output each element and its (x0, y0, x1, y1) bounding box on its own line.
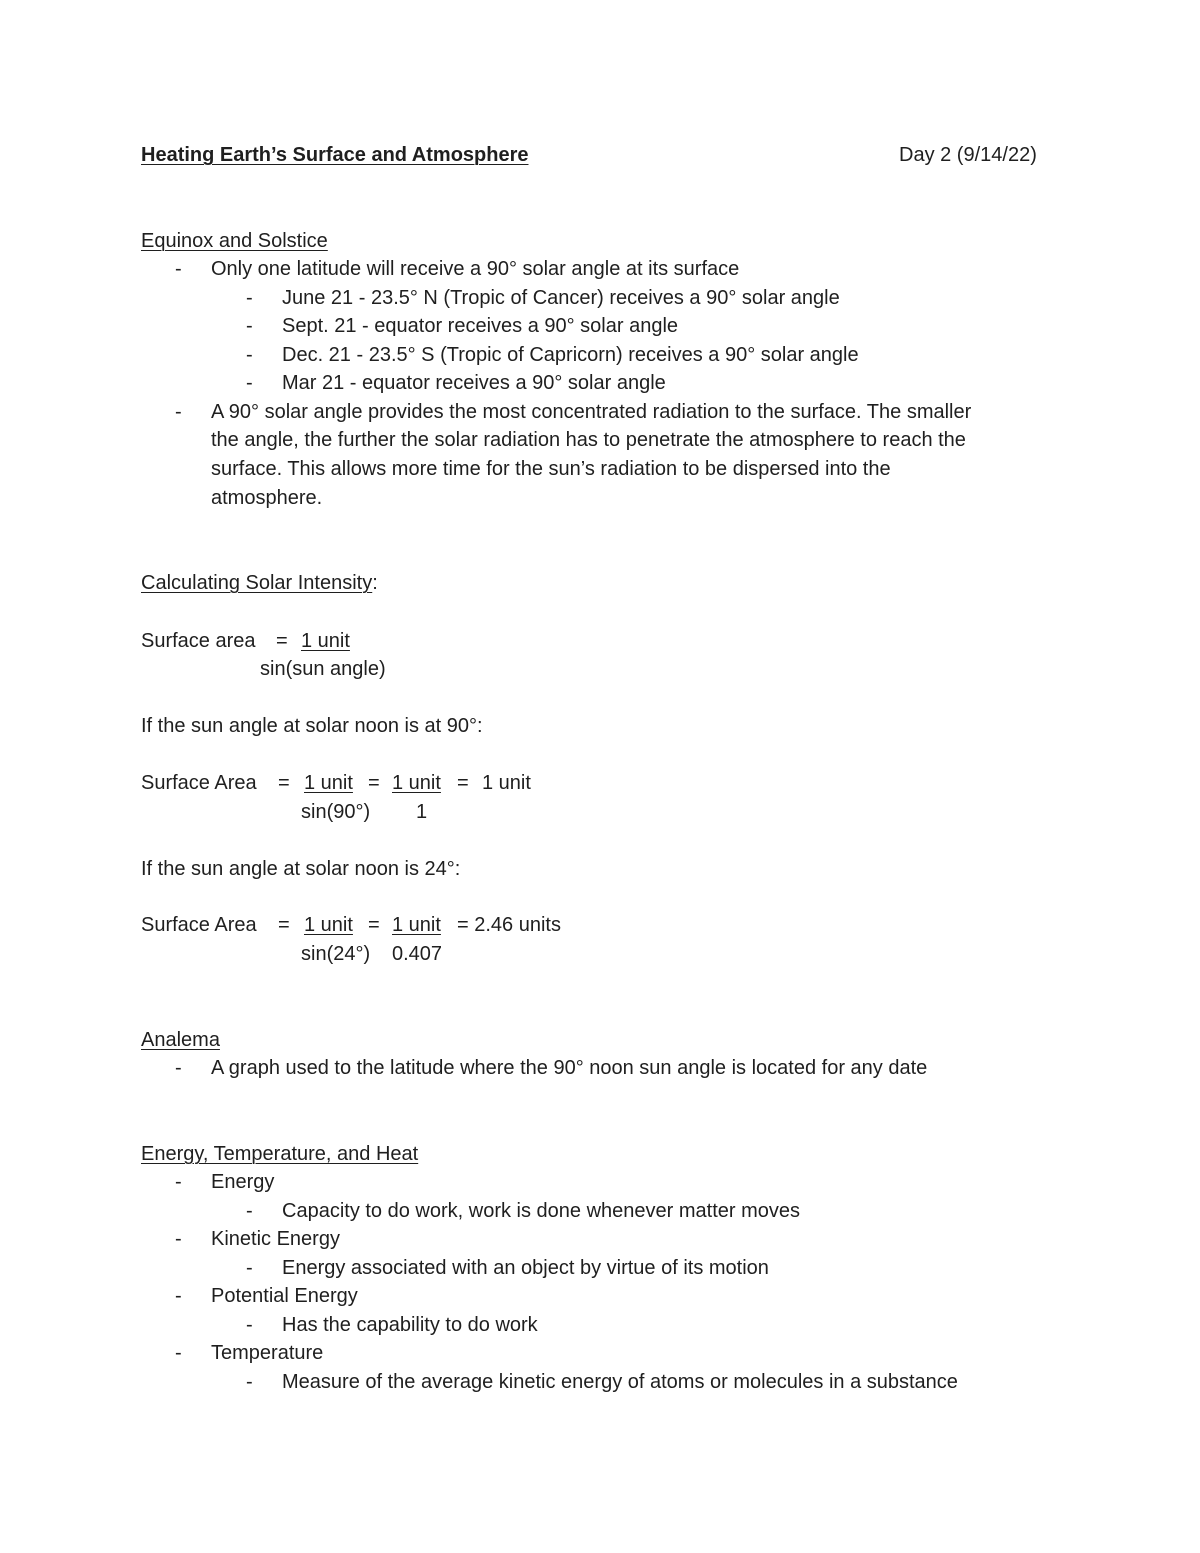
paragraph-line: atmosphere. (211, 487, 323, 509)
formula-numerator: 1 unit (304, 914, 353, 936)
section-heading-energy: Energy, Temperature, and Heat (141, 1143, 419, 1165)
heading-colon: : (372, 572, 378, 594)
bullet-dash: - (246, 1200, 253, 1222)
list-item: A graph used to the latitude where the 90° noon sun angle is located for any date (211, 1057, 928, 1079)
paragraph-line: A 90° solar angle provides the most concentrated radiation to the surface. The smaller (211, 401, 972, 423)
bullet-dash: - (175, 1342, 182, 1364)
date-label: Day 2 (9/14/22) (899, 144, 1037, 166)
term-item: Energy (211, 1171, 275, 1193)
bullet-dash: - (246, 1257, 253, 1279)
list-item: June 21 - 23.5° N (Tropic of Cancer) receives a 90° solar angle (282, 287, 840, 309)
bullet-dash: - (175, 258, 182, 280)
formula-denominator: sin(sun angle) (260, 658, 386, 680)
page-title: Heating Earth’s Surface and Atmosphere (141, 144, 529, 166)
case-intro: If the sun angle at solar noon is at 90°: (141, 715, 483, 737)
equals-sign: = (368, 772, 380, 794)
list-item: Sept. 21 - equator receives a 90° solar angle (282, 315, 679, 337)
bullet-dash: - (246, 315, 253, 337)
paragraph-line: surface. This allows more time for the sun’s radiation to be dispersed into the (211, 458, 891, 480)
definition-item: Has the capability to do work (282, 1314, 538, 1336)
definition-item: Measure of the average kinetic energy of atoms or molecules in a substance (282, 1371, 958, 1393)
equals-sign: = (278, 772, 290, 794)
formula-numerator: 1 unit (304, 772, 353, 794)
section-heading-analema: Analema (141, 1029, 220, 1051)
formula-lhs: Surface Area (141, 772, 257, 794)
bullet-dash: - (175, 1057, 182, 1079)
formula-numerator: 1 unit (392, 914, 441, 936)
bullet-dash: - (175, 1285, 182, 1307)
term-item: Potential Energy (211, 1285, 358, 1307)
bullet-dash: - (175, 1228, 182, 1250)
bullet-dash: - (175, 401, 182, 423)
formula-result: = 2.46 units (457, 914, 561, 936)
formula-denominator: sin(24°) (301, 943, 371, 965)
equals-sign: = (368, 914, 380, 936)
case-intro: If the sun angle at solar noon is 24°: (141, 858, 461, 880)
equals-sign: = (276, 630, 288, 652)
list-item: Only one latitude will receive a 90° solar angle at its surface (211, 258, 740, 280)
equals-sign: = (278, 914, 290, 936)
bullet-dash: - (246, 372, 253, 394)
list-item: Mar 21 - equator receives a 90° solar angle (282, 372, 666, 394)
bullet-dash: - (246, 1314, 253, 1336)
section-heading-calc-text: Calculating Solar Intensity (141, 572, 373, 594)
bullet-dash: - (246, 344, 253, 366)
formula-lhs: Surface Area (141, 914, 257, 936)
bullet-dash: - (175, 1171, 182, 1193)
section-heading-equinox: Equinox and Solstice (141, 230, 328, 252)
definition-item: Energy associated with an object by virtue of its motion (282, 1257, 769, 1279)
bullet-dash: - (246, 287, 253, 309)
formula-denominator: 1 (416, 801, 428, 823)
list-item: Dec. 21 - 23.5° S (Tropic of Capricorn) receives a 90° solar angle (282, 344, 859, 366)
paragraph-line: the angle, the further the solar radiation has to penetrate the atmosphere to reach the (211, 429, 966, 451)
formula-numerator: 1 unit (392, 772, 441, 794)
formula-denominator: 0.407 (392, 943, 443, 965)
formula-denominator: sin(90°) (301, 801, 371, 823)
bullet-dash: - (246, 1371, 253, 1393)
term-item: Temperature (211, 1342, 324, 1364)
formula-result: 1 unit (482, 772, 531, 794)
definition-item: Capacity to do work, work is done whenever matter moves (282, 1200, 800, 1222)
term-item: Kinetic Energy (211, 1228, 340, 1250)
formula-lhs: Surface area (141, 630, 256, 652)
formula-numerator: 1 unit (301, 630, 350, 652)
section-heading-calc (141, 571, 378, 595)
equals-sign: = (457, 772, 469, 794)
